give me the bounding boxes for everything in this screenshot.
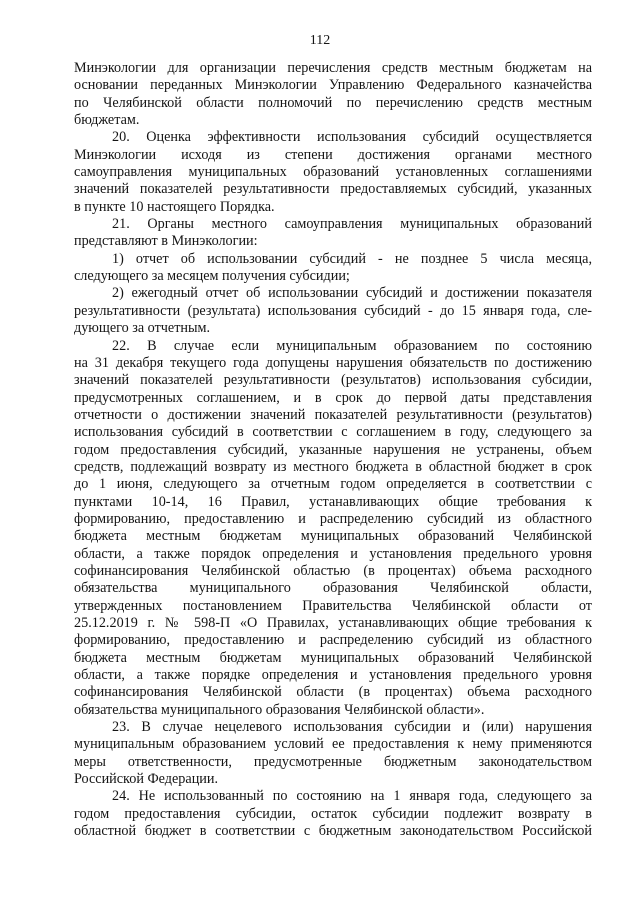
text-line: 1) отчет об использовании субсидий - не позднее 5 числа месяца, — [112, 250, 592, 267]
page-number: 112 — [309, 33, 331, 48]
text-line: средств, подлежащий возврату из местного бюджета в областной бюджет в срок — [74, 458, 592, 475]
text-line: значений показателей результативности предоставляемых субсидий, указанных — [74, 181, 592, 198]
text-line: отчетности о достижении значений показателей результативности (результатов) — [74, 406, 592, 423]
text-line: в пункте 10 настоящего Порядка. — [74, 198, 275, 215]
paragraph-item-21 — [74, 216, 592, 251]
text-line: утвержденных постановлением Правительства Челябинской области от — [74, 597, 592, 614]
text-line: обязательства муниципального образования Челябинской области, — [74, 580, 592, 597]
text-line: значений показателей результативности (результатов) использования субсидии, — [74, 372, 592, 389]
text-line: формированию, предоставлению и распределению субсидий из областного — [74, 510, 592, 527]
text-line: Минэкологии для организации перечисления средств местным бюджетам на — [74, 60, 592, 76]
text-line: на 31 декабря текущего года допущены нарушения обязательств по достижению — [74, 354, 592, 371]
text-line: областной бюджет в соответствии с бюджетным законодательством Российской — [74, 823, 592, 840]
document-body — [74, 60, 592, 840]
text-line: 21. Органы местного самоуправления муниципальных образований — [112, 216, 592, 233]
text-line: муниципальным образованием условий ее предоставления к нему применяются — [74, 736, 592, 753]
text-line: годом предоставления субсидии, остаток субсидии подлежит возврату в — [74, 805, 592, 822]
text-line: годом предоставления субсидий, указанные нарушения не устранены, объем — [74, 441, 592, 458]
text-line: 23. В случае нецелевого использования субсидии и (или) нарушения — [112, 719, 592, 736]
paragraph-item-20 — [74, 129, 592, 216]
text-line: следующего за месяцем получения субсидии; — [74, 268, 350, 285]
text-line: обязательства муниципального образования Челябинской области». — [74, 701, 485, 718]
text-line: 2) ежегодный отчет об использовании субсидий и достижении показателя — [112, 285, 592, 302]
text-line: 20. Оценка эффективности использования субсидий осуществляется — [112, 129, 592, 146]
text-line: предусмотренных соглашением, и в срок до первой даты представления — [74, 389, 592, 406]
text-line: дующего за отчетным. — [74, 320, 211, 337]
text-line: 22. В случае если муниципальным образованием по состоянию — [112, 337, 592, 354]
text-line: области, а также порядок определения и установления предельного уровня — [74, 545, 592, 562]
text-line: меры ответственности, предусмотренные бюджетным законодательством — [74, 753, 592, 770]
text-line: пунктами 10-14, 16 Правил, устанавливающих общие требования к — [74, 493, 592, 510]
text-line: использования субсидий в соответствии с соглашением в году, следующего за — [74, 424, 592, 441]
text-line: софинансирования Челябинской областью (в процентах) объема расходного — [74, 562, 592, 579]
text-line: представляют в Минэкологии: — [74, 233, 258, 250]
text-line: результативности (результата) использования субсидий - до 15 января года, сле- — [74, 302, 592, 319]
text-line: формированию, предоставлению и распределению субсидий из областного — [74, 632, 592, 649]
paragraph-item-23 — [74, 719, 592, 788]
text-line: самоуправления муниципальных образований установленных соглашениями — [74, 164, 592, 181]
text-line: до 1 июня, следующего за отчетным годом определяется в соответствии с — [74, 476, 592, 493]
text-line: области, а также порядке определения и установления предельного уровня — [74, 667, 592, 684]
text-line: софинансирования Челябинской области (в процентах) объема расходного — [74, 684, 592, 701]
text-line: Минэкологии исходя из степени достижения органами местного — [74, 146, 592, 163]
text-line: по Челябинской области полномочий по перечислению средств местным — [74, 94, 592, 111]
text-line: Российской Федерации. — [74, 771, 219, 788]
paragraph-item-22 — [74, 338, 592, 720]
paragraph-item-24 — [74, 788, 592, 840]
text-line: 25.12.2019 г. № 598-П «О Правилах, устанавливающих общие требования к — [74, 615, 592, 631]
text-line: бюджета местным бюджетам муниципальных образований Челябинской — [74, 528, 592, 545]
text-line: 24. Не использованный по состоянию на 1 января года, следующего за — [112, 788, 592, 805]
paragraph-transfer-of-funds — [74, 60, 592, 129]
text-line: бюджета местным бюджетам муниципальных образований Челябинской — [74, 649, 592, 666]
paragraph-subitem-1 — [74, 251, 592, 286]
paragraph-subitem-2 — [74, 285, 592, 337]
text-line: бюджетам. — [74, 112, 140, 129]
text-line: основании переданных Минэкологии Управлению Федерального казначейства — [74, 77, 592, 94]
